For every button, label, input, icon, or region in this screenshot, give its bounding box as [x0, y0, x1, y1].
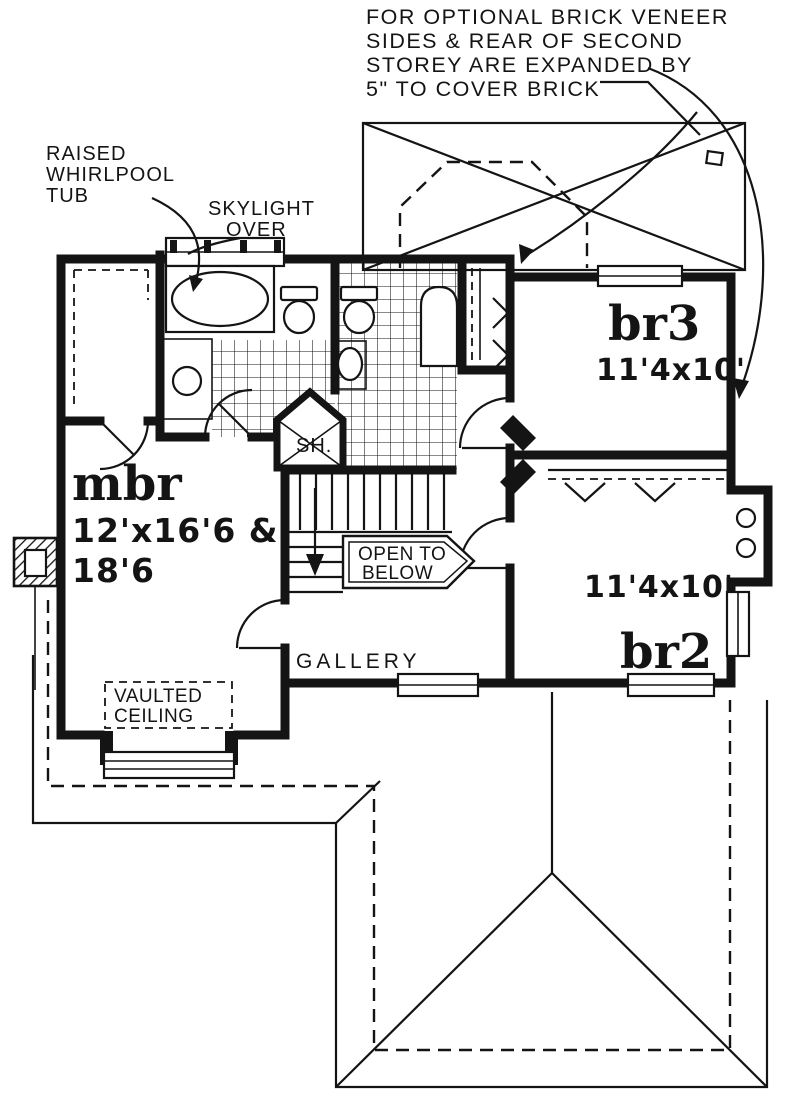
- linen-closet: [472, 268, 508, 370]
- room-label-br3: br3: [608, 296, 701, 352]
- ensuite-vanity: [162, 339, 212, 419]
- upper-roof-plan: [363, 123, 745, 270]
- room-label-br2: br2: [620, 624, 713, 680]
- whirlpool-callout-line3: TUB: [46, 185, 89, 207]
- existing-storey-dashed-outline: [400, 162, 587, 268]
- br3-window: [598, 266, 682, 286]
- room-label-gallery: GALLERY: [296, 650, 421, 673]
- skylight-callout-line2: OVER: [226, 219, 287, 241]
- open-to-below: [343, 536, 474, 588]
- stairs: [287, 474, 474, 592]
- note-line-3: STOREY ARE EXPANDED BY: [366, 53, 693, 77]
- whirlpool-tub: [172, 272, 268, 326]
- plumbing-chase: [737, 509, 755, 557]
- vaulted-ceiling: [105, 682, 232, 728]
- mbr-dim-2: 18'6: [72, 551, 155, 590]
- walkin-closet: [74, 270, 148, 408]
- ensuite-toilet: [281, 287, 317, 333]
- vaulted-line1: VAULTED: [114, 686, 203, 707]
- mbr-door: [237, 600, 285, 648]
- angled-wall-lower: [500, 459, 536, 495]
- arrowhead-left: [519, 244, 534, 264]
- note-line-4: 5" TO COVER BRICK: [366, 77, 601, 101]
- mbr-dim-1: 12'x16'6 &: [72, 511, 279, 550]
- open-to-below-line2: BELOW: [362, 563, 434, 584]
- note-leader-curve-left: [530, 112, 697, 253]
- skylight-callout-line1: SKYLIGHT: [208, 198, 315, 220]
- main-bath-tub: [421, 287, 457, 366]
- roof-marker: [706, 151, 723, 165]
- gallery-window: [398, 674, 478, 696]
- main-bath-toilet: [341, 287, 377, 333]
- room-label-mbr: mbr: [72, 456, 182, 512]
- shower-label: SH.: [296, 435, 333, 457]
- lower-roof-hips: [336, 692, 767, 1087]
- br3-dim: 11'4x10': [596, 353, 747, 388]
- angled-wall-upper: [500, 415, 536, 451]
- closet-rod-marks: [565, 483, 675, 501]
- stair-down-arrow: [306, 554, 324, 576]
- vaulted-line2: CEILING: [114, 706, 194, 727]
- chimney: [14, 538, 57, 690]
- note-line-1: FOR OPTIONAL BRICK VENEER: [366, 5, 729, 29]
- br2-closet: [548, 470, 728, 501]
- br2-dim: 11'4x10': [584, 570, 735, 605]
- note-line-2: SIDES & REAR OF SECOND: [366, 29, 684, 53]
- br3-door: [460, 398, 510, 448]
- whirlpool-callout-line1: RAISED: [46, 143, 127, 165]
- roof-hip-lines: [363, 123, 745, 270]
- whirlpool-callout-line2: WHIRLPOOL: [46, 164, 176, 186]
- open-to-below-line1: OPEN TO: [358, 544, 447, 565]
- mbr-bay-window: [100, 731, 238, 778]
